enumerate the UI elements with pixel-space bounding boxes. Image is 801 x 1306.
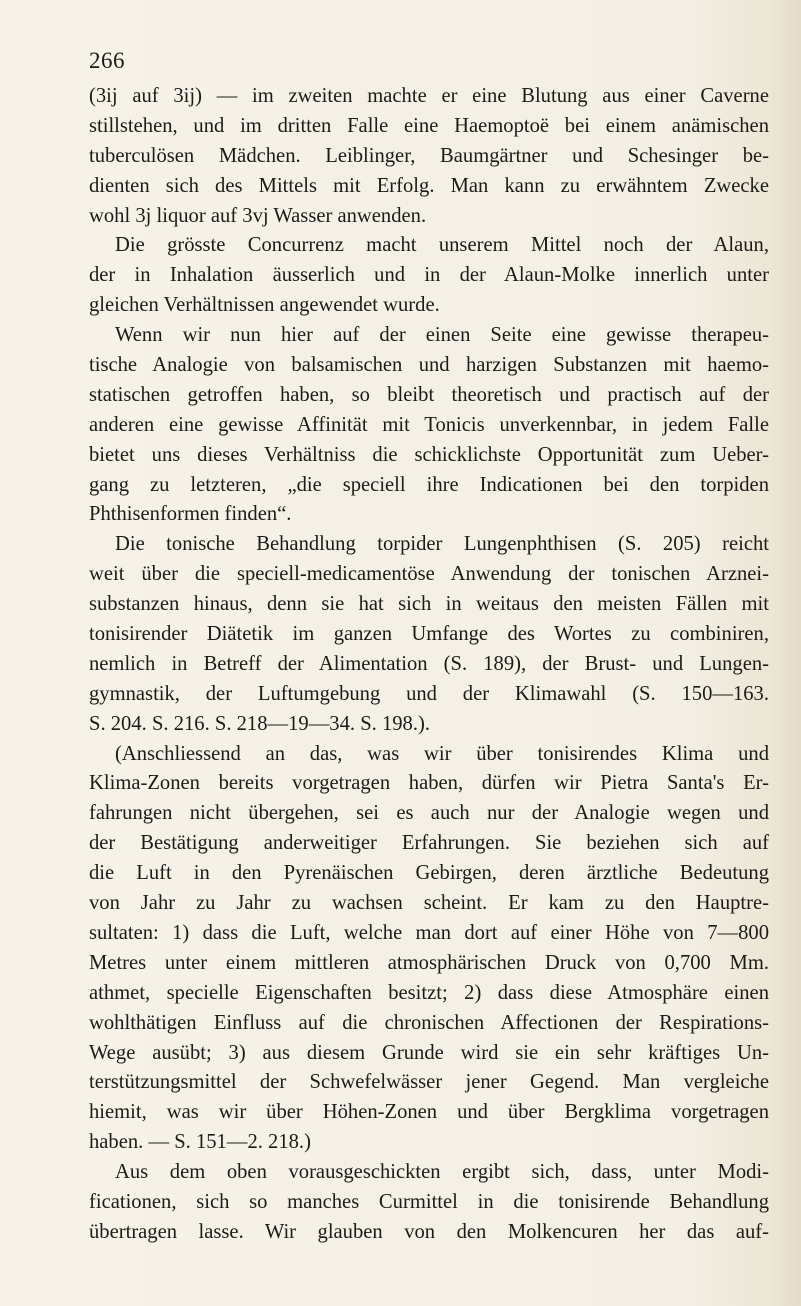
text-line: gang zu letzteren, „die speciell ihre Indicationen bei den torpiden xyxy=(89,473,769,496)
text-line: terstützungsmittel der Schwefelwässer jener Gegend. Man vergleiche xyxy=(89,1071,769,1094)
text-line: haben. — S. 151—2. 218.) xyxy=(89,1131,311,1154)
text-line: ficationen, sich so manches Curmittel in die tonisirende Behandlung xyxy=(89,1190,769,1213)
text-line: weit über die speciell-medicamentöse Anwendung der tonischen Arznei- xyxy=(89,563,769,586)
text-line: wohl 3j liquor auf 3vj Wasser anwenden. xyxy=(89,204,427,227)
text-line: sultaten: 1) dass die Luft, welche man dort auf einer Höhe von 7—800 xyxy=(89,921,769,944)
text-line: hiemit, was wir über Höhen-Zonen und über Bergklima vorgetragen xyxy=(89,1101,769,1124)
text-line: dienten sich des Mittels mit Erfolg. Man kann zu erwähntem Zwecke xyxy=(89,174,769,197)
text-line: bietet uns dieses Verhältniss die schicklichste Opportunität zum Ueber- xyxy=(89,443,769,466)
text-line: wohlthätigen Einfluss auf die chronischen Affectionen der Respirations- xyxy=(89,1011,769,1034)
text-line: Metres unter einem mittleren atmosphärischen Druck von 0,700 Mm. xyxy=(89,951,769,974)
text-line: der in Inhalation äusserlich und in der Alaun-Molke innerlich unter xyxy=(89,264,769,287)
text-line: Die tonische Behandlung torpider Lungenphthisen (S. 205) reicht xyxy=(115,533,769,556)
text-line: Die grösste Concurrenz macht unserem Mittel noch der Alaun, xyxy=(115,234,769,257)
text-line: Klima-Zonen bereits vorgetragen haben, dürfen wir Pietra Santa's Er- xyxy=(89,772,769,795)
text-line: von Jahr zu Jahr zu wachsen scheint. Er kam zu den Hauptre- xyxy=(89,892,769,915)
text-line: anderen eine gewisse Affinität mit Tonicis unverkennbar, in jedem Falle xyxy=(89,413,769,436)
page-number: 266 xyxy=(89,48,125,73)
text-line: nemlich in Betreff der Alimentation (S. 189), der Brust- und Lungen- xyxy=(89,652,769,675)
text-line: tuberculösen Mädchen. Leiblinger, Baumgärtner und Schesinger be- xyxy=(89,144,769,167)
text-line: Wege ausübt; 3) aus diesem Grunde wird sie ein sehr kräftiges Un- xyxy=(89,1041,769,1064)
text-line: Phthisenformen finden“. xyxy=(89,503,292,526)
text-line: S. 204. S. 216. S. 218—19—34. S. 198.). xyxy=(89,712,430,735)
text-line: gleichen Verhältnissen angewendet wurde. xyxy=(89,294,440,317)
text-line: übertragen lasse. Wir glauben von den Molkencuren her das auf- xyxy=(89,1220,769,1243)
body-text xyxy=(89,82,769,1248)
text-line: statischen getroffen haben, so bleibt theoretisch und practisch auf der xyxy=(89,383,769,406)
text-line: Aus dem oben vorausgeschickten ergibt sich, dass, unter Modi- xyxy=(115,1161,769,1184)
text-line: stillstehen, und im dritten Falle eine Haemoptoë bei einem anämischen xyxy=(89,114,769,137)
text-line: athmet, specielle Eigenschaften besitzt; 2) dass diese Atmosphäre einen xyxy=(89,981,769,1004)
text-line: die Luft in den Pyrenäischen Gebirgen, deren ärztliche Bedeutung xyxy=(89,862,769,885)
text-line: tonisirender Diätetik im ganzen Umfange des Wortes zu combiniren, xyxy=(89,623,769,646)
text-line: (3ij auf 3ij) — im zweiten machte er eine Blutung aus einer Caverne xyxy=(89,85,769,107)
text-line: der Bestätigung anderweitiger Erfahrungen. Sie beziehen sich auf xyxy=(89,832,769,855)
text-line: tische Analogie von balsamischen und harzigen Substanzen mit haemo- xyxy=(89,354,769,377)
text-line: Wenn wir nun hier auf der einen Seite eine gewisse therapeu- xyxy=(115,324,769,347)
text-line: gymnastik, der Luftumgebung und der Klimawahl (S. 150—163. xyxy=(89,682,769,705)
text-line: substanzen hinaus, denn sie hat sich in weitaus den meisten Fällen mit xyxy=(89,593,769,616)
text-line: (Anschliessend an das, was wir über tonisirendes Klima und xyxy=(115,742,769,765)
text-line: fahrungen nicht übergehen, sei es auch nur der Analogie wegen und xyxy=(89,802,769,825)
